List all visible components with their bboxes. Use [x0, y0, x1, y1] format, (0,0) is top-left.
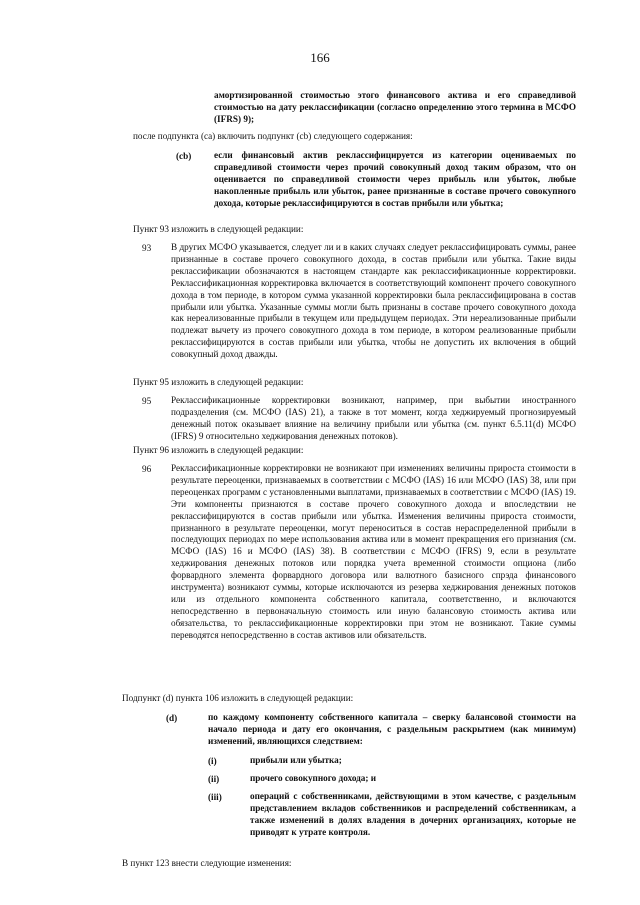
item-iii-text: операций с собственниками, действующими в этом качестве, с раздельным представлением вкладов собственников и распределений собственникам, а также изменений в долях владения в дочерних организациях, которые не приводят к утрате контроля.: [250, 791, 576, 837]
instruction-cb: после подпункта (ca) включить подпункт (cb) следующего содержания:: [133, 131, 413, 141]
subpoint-d-text: по каждому компоненту собственного капитала – сверку балансовой стоимости на начало периода и дату его окончания, с раздельным раскрытием (как минимум) изменений, являющихся следствием:: [208, 712, 576, 746]
paragraph-95-number: 95: [142, 396, 152, 406]
paragraph-93-number: 93: [142, 243, 152, 253]
instruction-95: Пункт 95 изложить в следующей редакции:: [133, 377, 304, 387]
item-i-label: (i): [208, 756, 217, 766]
subpoint-cb-text: если финансовый актив реклассифицируется из категории оцениваемых по справедливой стоимости через прочий совокупный доход таким образом, что он оценивается по справедливой стоимости через прибыль или убыток, любые накопленные прибыль или убыток, ранее признанные в составе прочего совокупного дохода, которые реклассифицируются в состав прибыли или убытка;: [214, 150, 576, 208]
item-ii-label: (ii): [208, 774, 220, 784]
paragraph-95-text: Реклассификационные корректировки возникают, например, при выбытии иностранного подразделения (см. МСФО (IAS) 21), а также в тот момент, когда хеджируемый прогнозируемый денежный поток оказывает влияние на величину прибыли или убытка (см. пункт 6.5.11(d) МСФО (IFRS) 9 относительно хеджирования денежных потоков).: [171, 395, 576, 441]
subpoint-cb-label: (cb): [176, 151, 192, 161]
subpoint-d-label: (d): [166, 713, 178, 723]
paragraph-96-text: Реклассификационные корректировки не возникают при изменениях величины прироста стоимости в результате переоценки, признаваемых в соответствии с МСФО (IAS) 16 или МСФО (IAS) 38, или при переоценках программ с установленными выплатами, признаваемых в соответствии с МСФО (IAS) 19. Эти компоненты признаются в составе прочего совокупного дохода и впоследствии не реклассифицируются в состав прибыли или убытка. Изменения величины прироста стоимости, признанного в результате переоценки, могут переноситься в состав нераспределенной прибыли в последующих периодах по мере использования актива или в момент прекращения его признания (см. МСФО (IAS) 16 и МСФО (IAS) 38). В соответствии с МСФО (IFRS) 9, если в результате хеджирования денежных потоков или порядка учета временной стоимости опциона (либо форвардного элемента форвардного договора или валютного базисного спрэда финансового инструмента) возникают суммы, которые исключаются из резерва хеджирования денежных потоков или из отдельного компонента собственного капитала, соответственно, и включаются непосредственно в первоначальную стоимость или иную балансовую стоимость актива или обязательства, то реклассификационные корректировки при этом не возникают. Такие суммы переводятся непосредственно в состав активов или обязательств.: [171, 463, 576, 640]
paragraph-96-number: 96: [142, 464, 152, 474]
instruction-93: Пункт 93 изложить в следующей редакции:: [133, 224, 304, 234]
item-i-text: прибыли или убытка;: [250, 755, 342, 765]
page-number: 166: [310, 50, 330, 65]
instruction-96: Пункт 96 изложить в следующей редакции:: [133, 445, 304, 455]
instruction-123: В пункт 123 внести следующие изменения:: [122, 858, 292, 868]
item-ii-text: прочего совокупного дохода; и: [250, 773, 377, 783]
paragraph-93-text: В других МСФО указывается, следует ли и в каких случаях следует реклассифицировать суммы, ранее признанные в составе прочего совокупного дохода, в состав прибыли или убытка. Такие виды реклассификации обозначаются в настоящем стандарте как реклассификационные корректировки. Реклассификационная корректировка включается в соответствующий компонент прочего совокупного дохода в том периоде, в котором сумма указанной корректировки была реклассифицирована в состав прибыли или убытка. Указанные суммы могли быть признаны в составе прочего совокупного дохода как нереализованные прибыли в текущем или предыдущем периодах. Эти нереализованные прибыли подлежат вычету из прочего совокупного дохода в том периоде, в котором реализованные прибыли реклассифицируются в состав прибыли или убытка, чтобы не допустить их включения в общий совокупный доход дважды.: [171, 242, 576, 360]
instruction-106: Подпункт (d) пункта 106 изложить в следующей редакции:: [122, 693, 354, 703]
item-iii-label: (iii): [208, 792, 222, 802]
continuation-text: амортизированной стоимостью этого финансового актива и его справедливой стоимостью на дату реклассификации (согласно определению этого термина в МСФО (IFRS) 9);: [214, 90, 576, 124]
